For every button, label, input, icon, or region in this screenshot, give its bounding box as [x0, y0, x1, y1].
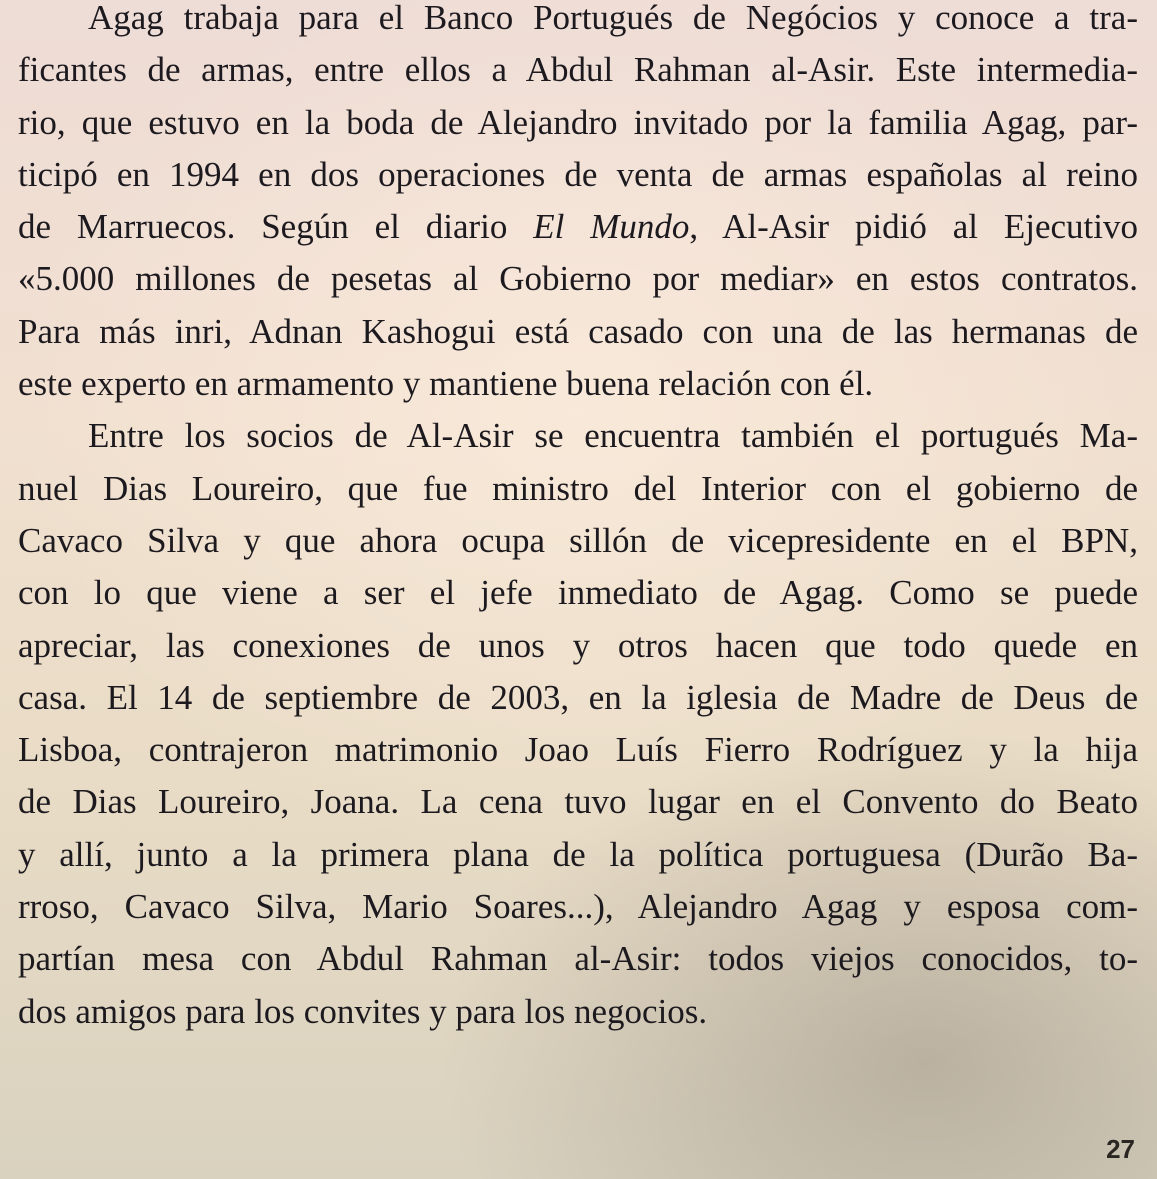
text-line: Cavaco Silva y que ahora ocupa sillón de vicepresidente en el BPN,: [18, 520, 1138, 560]
text-segment: de Marruecos. Según el diario: [18, 207, 534, 247]
text-line: rio, que estuvo en la boda de Alejandro invitado por la familia Agag, par-: [18, 102, 1138, 142]
text-line: casa. El 14 de septiembre de 2003, en la iglesia de Madre de Deus de: [18, 677, 1138, 717]
text-segment: , Al-Asir pidió al Ejecutivo: [689, 207, 1138, 247]
text-line: con lo que viene a ser el jefe inmediato de Agag. Como se puede: [18, 573, 1138, 613]
text-line: partían mesa con Abdul Rahman al-Asir: todos viejos conocidos, to-: [18, 939, 1138, 979]
newspaper-title: El Mundo: [533, 207, 690, 247]
text-line: nuel Dias Loureiro, que fue ministro del Interior con el gobierno de: [18, 468, 1138, 508]
text-line-with-italic: [18, 201, 1138, 253]
text-line: Entre los socios de Al-Asir se encuentra también el portugués Ma-: [88, 416, 1138, 456]
text-line: dos amigos para los convites y para los negocios.: [18, 991, 708, 1031]
body-text: [18, 0, 1138, 1038]
text-line: ficantes de armas, entre ellos a Abdul Rahman al-Asir. Este intermedia-: [18, 50, 1138, 90]
text-line: rroso, Cavaco Silva, Mario Soares...), Alejandro Agag y esposa com-: [18, 887, 1138, 927]
text-line: apreciar, las conexiones de unos y otros hacen que todo quede en: [18, 625, 1138, 665]
paragraph-1: [18, 0, 1138, 410]
text-line: y allí, junto a la primera plana de la política portuguesa (Durão Ba-: [18, 834, 1138, 874]
text-line: de Dias Loureiro, Joana. La cena tuvo lugar en el Convento do Beato: [18, 782, 1138, 822]
text-line: Agag trabaja para el Banco Portugués de Negócios y conoce a tra-: [88, 0, 1138, 37]
page-number: 27: [1106, 1134, 1135, 1164]
text-line: Para más inri, Adnan Kashogui está casado con una de las hermanas de: [18, 311, 1138, 351]
text-line: «5.000 millones de pesetas al Gobierno por mediar» en estos contratos.: [18, 259, 1138, 299]
paragraph-2: [18, 410, 1138, 1038]
text-line: este experto en armamento y mantiene buena relación con él.: [18, 364, 874, 404]
text-line: Lisboa, contrajeron matrimonio Joao Luís Fierro Rodríguez y la hija: [18, 730, 1138, 770]
text-line: ticipó en 1994 en dos operaciones de venta de armas españolas al reino: [18, 154, 1138, 194]
